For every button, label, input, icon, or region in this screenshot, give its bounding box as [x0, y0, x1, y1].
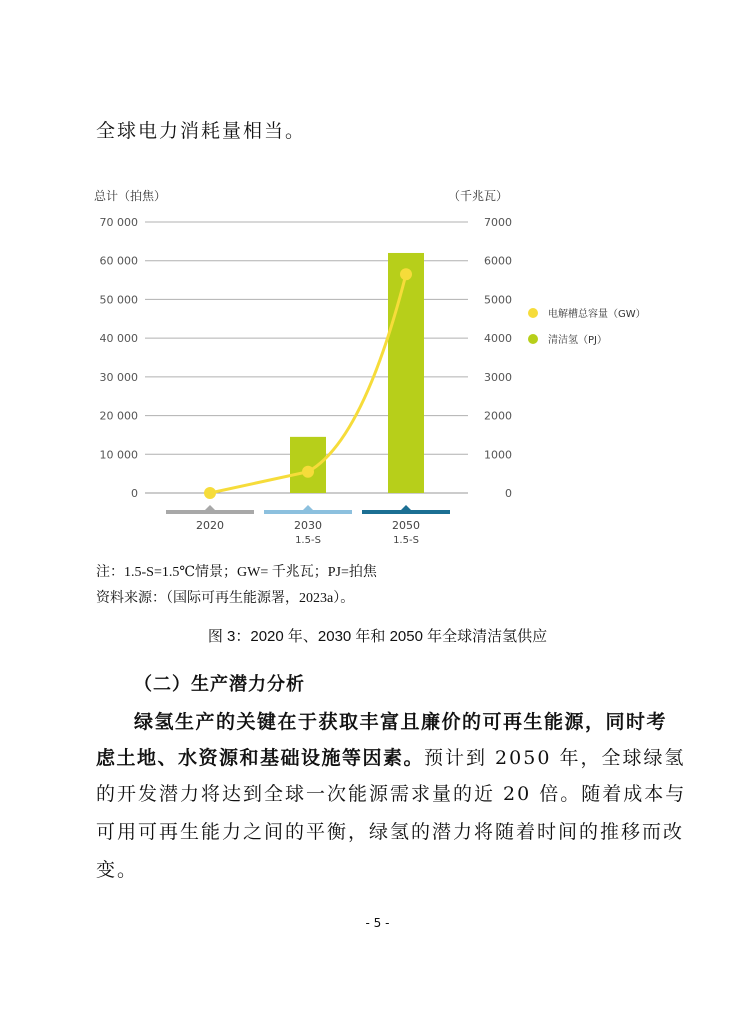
bar-2030	[290, 437, 326, 493]
chart-note: 注：1.5-S=1.5℃情景；GW= 千兆瓦；PJ=拍焦	[96, 565, 377, 580]
line-point	[204, 487, 216, 499]
left-tick-label: 10 000	[99, 448, 138, 462]
left-tick-label: 50 000	[99, 293, 138, 307]
chart-svg	[90, 185, 670, 550]
left-tick-label: 0	[131, 487, 138, 500]
chart-source: 资料来源：（国际可再生能源署，2023a）。	[96, 591, 355, 606]
left-tick-label: 20 000	[99, 409, 138, 423]
para-line-3: 的开发潜力将达到全球一次能源需求量的近 20 倍。随着成本与	[96, 783, 687, 805]
para-line-2	[96, 743, 685, 770]
category-marker-2050	[401, 505, 411, 510]
left-tick-label: 40 000	[99, 332, 138, 346]
bar-2050	[388, 253, 424, 493]
category-band-2050	[362, 510, 450, 514]
category-band-2030	[264, 510, 352, 514]
right-tick-label: 5000	[484, 293, 512, 307]
right-tick-label: 6000	[484, 254, 512, 268]
chart-figure	[90, 185, 670, 550]
category-label: 2050	[392, 519, 420, 532]
para-line-5: 变。	[96, 859, 139, 881]
category-marker-2030	[303, 505, 313, 510]
page-number: - 5 -	[365, 916, 390, 930]
para-line-2-rest: 预计到 2050 年，全球绿氢	[424, 747, 686, 769]
figure-caption: 图 3：2020 年、2030 年和 2050 年全球清洁氢供应	[207, 628, 548, 645]
right-tick-label: 1000	[484, 448, 512, 462]
category-sublabel: 1.5-S	[295, 535, 321, 546]
legend-label: 清洁氢（PJ）	[548, 335, 607, 346]
para-line-2-bold: 虑土地、水资源和基础设施等因素。	[96, 747, 425, 769]
left-tick-label: 70 000	[99, 216, 138, 229]
category-sublabel: 1.5-S	[393, 535, 419, 546]
right-tick-label: 0	[505, 487, 512, 500]
right-tick-label: 3000	[484, 370, 512, 384]
legend-swatch	[528, 334, 538, 344]
line-point	[302, 466, 314, 478]
category-label: 2030	[294, 519, 322, 532]
intro-text: 全球电力消耗量相当。	[96, 120, 307, 142]
legend-swatch	[528, 308, 538, 318]
category-label: 2020	[196, 519, 224, 532]
right-tick-label: 4000	[484, 332, 512, 346]
right-tick-label: 7000	[484, 216, 512, 229]
section-heading: （二）生产潜力分析	[134, 674, 305, 695]
left-axis-title: 总计（拍焦）	[94, 189, 167, 203]
para-line-4: 可用可再生能力之间的平衡，绿氢的潜力将随着时间的推移而改	[96, 821, 685, 843]
line-point	[400, 268, 412, 280]
para-line-1: 绿氢生产的关键在于获取丰富且廉价的可再生能源，同时考	[134, 711, 668, 733]
category-marker-2020	[205, 505, 215, 510]
right-tick-label: 2000	[484, 409, 512, 423]
left-tick-label: 60 000	[99, 254, 138, 268]
category-band-2020	[166, 510, 254, 514]
legend-label: 电解槽总容量（GW）	[548, 309, 646, 320]
right-axis-title: （千兆瓦）	[448, 189, 509, 203]
left-tick-label: 30 000	[99, 370, 138, 384]
